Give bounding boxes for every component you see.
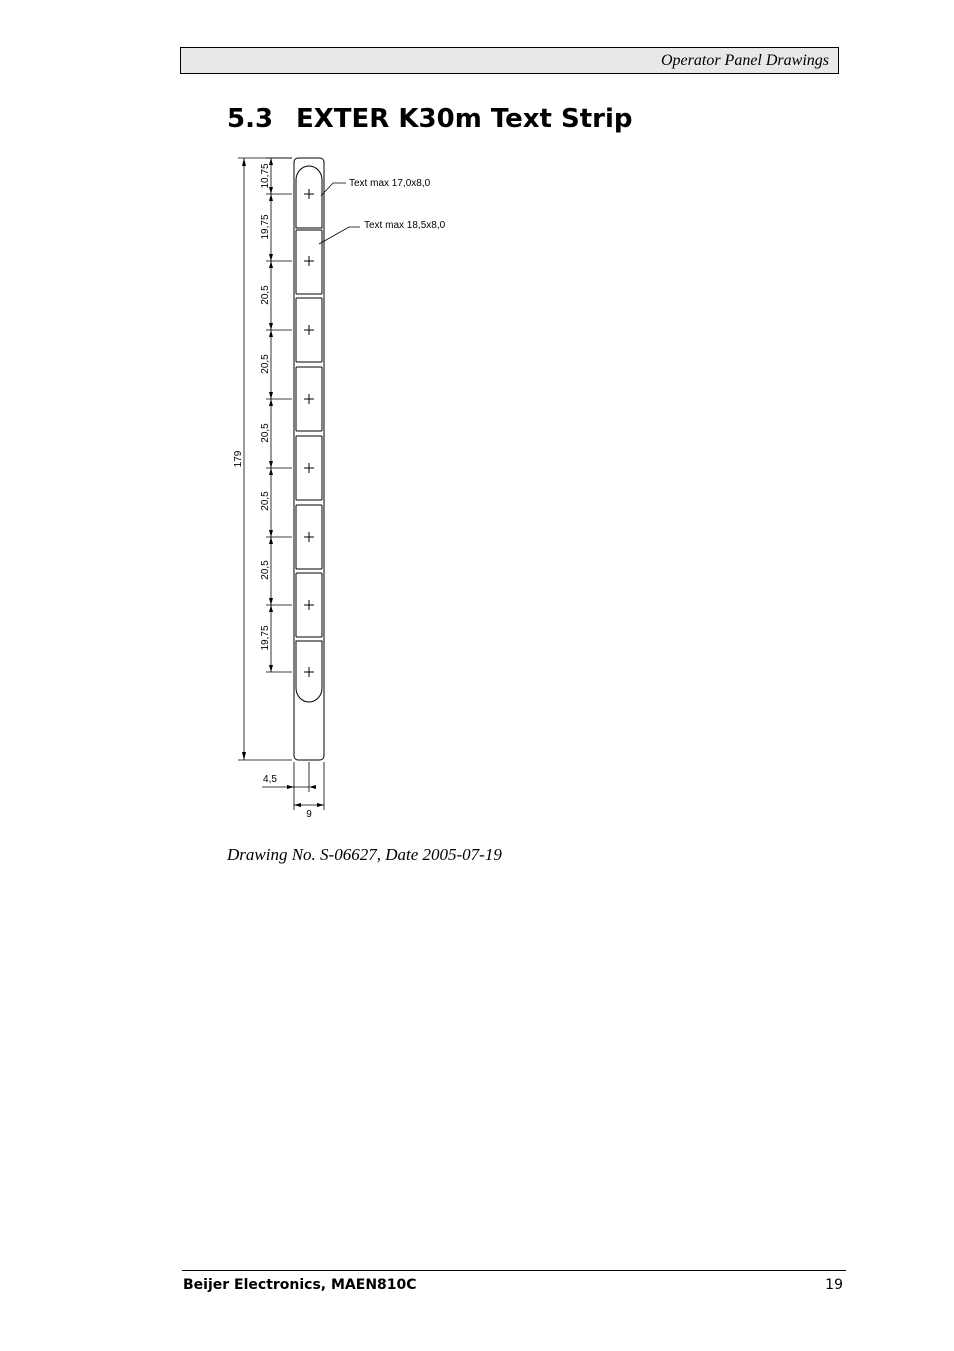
dim-label-total: 179 [233, 450, 244, 468]
dim-label-2: 19,75 [260, 214, 271, 240]
dim-label-3: 20,5 [260, 285, 271, 305]
section-number: 5.3 [227, 104, 274, 134]
dim-label-half-width: 4,5 [263, 774, 277, 785]
drawing-caption: Drawing No. S-06627, Date 2005-07-19 [227, 845, 502, 864]
footer-publisher: Beijer Electronics, MAEN810C [183, 1277, 417, 1293]
header-title: Operator Panel Drawings [661, 52, 829, 69]
dim-label-6: 20,5 [260, 491, 271, 511]
dim-label-width: 9 [306, 809, 312, 820]
callout-top: Text max 17,0x8,0 [349, 178, 431, 189]
bottom-extension-lines [294, 762, 324, 810]
leader-top [321, 183, 346, 196]
dim-label-5: 20,5 [260, 423, 271, 443]
dimension-labels [233, 163, 446, 820]
center-crosses [304, 189, 314, 677]
dim-label-4: 20,5 [260, 354, 271, 374]
footer-rule [182, 1270, 846, 1271]
callout-second: Text max 18,5x8,0 [364, 220, 446, 231]
extension-lines [238, 158, 292, 760]
leader-second [319, 227, 360, 244]
page-number: 19 [825, 1277, 843, 1293]
dim-label-1: 10,75 [260, 163, 271, 189]
section-title: EXTER K30m Text Strip [296, 104, 633, 134]
dim-label-8: 19,75 [260, 625, 271, 651]
arrowheads [242, 158, 324, 807]
dim-label-7: 20,5 [260, 560, 271, 580]
